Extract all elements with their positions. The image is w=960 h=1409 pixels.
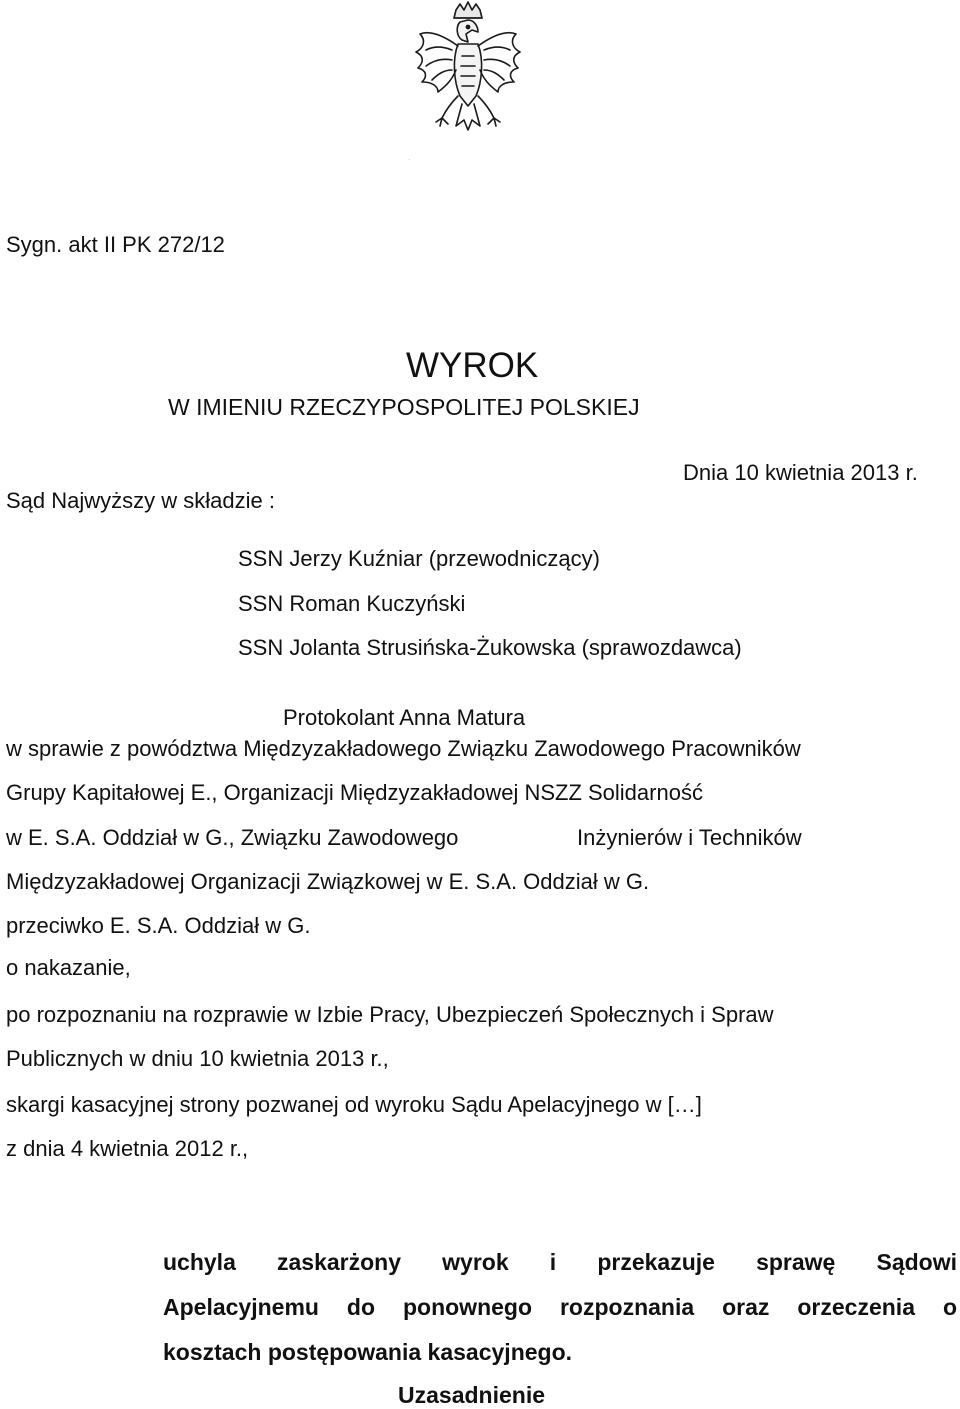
svg-text:.: . xyxy=(408,153,411,163)
judge-presiding: SSN Jerzy Kuźniar (przewodniczący) xyxy=(238,546,600,571)
case-line-3a: w E. S.A. Oddział w G., Związku Zawodowego xyxy=(6,825,459,850)
case-signature: Sygn. akt II PK 272/12 xyxy=(6,232,225,257)
case-line-2: Grupy Kapitałowej E., Organizacji Międzyzakładowej NSZZ Solidarność xyxy=(6,780,703,805)
judgment-date: Dnia 10 kwietnia 2013 r. xyxy=(683,460,918,485)
judge-rapporteur: SSN Jolanta Strusińska-Żukowska (sprawozdawca) xyxy=(238,635,742,660)
court-composition-label: Sąd Najwyższy w składzie : xyxy=(6,488,275,513)
case-line-8: Publicznych w dniu 10 kwietnia 2013 r., xyxy=(6,1046,389,1071)
case-line-subject: o nakazanie, xyxy=(6,955,131,980)
polish-eagle-emblem-icon xyxy=(408,0,534,168)
case-line-4: Międzyzakładowej Organizacji Związkowej w E. S.A. Oddział w G. xyxy=(6,869,650,894)
ruling-line-3: kosztach postępowania kasacyjnego. xyxy=(163,1339,573,1365)
document-subtitle: W IMIENIU RZECZYPOSPOLITEJ POLSKIEJ xyxy=(168,394,640,420)
ruling-line-2: Apelacyjnemu do ponownego rozpoznania oraz orzeczenia o xyxy=(163,1294,957,1320)
judge-member: SSN Roman Kuczyński xyxy=(238,591,466,616)
document-title: WYROK xyxy=(406,346,539,385)
case-line-3b: Inżynierów i Techników xyxy=(577,825,802,850)
case-line-defendant: przeciwko E. S.A. Oddział w G. xyxy=(6,913,311,938)
case-line-7: po rozpoznaniu na rozprawie w Izbie Pracy, Ubezpieczeń Społecznych i Spraw xyxy=(6,1002,774,1027)
case-line-10: z dnia 4 kwietnia 2012 r., xyxy=(6,1136,249,1161)
case-line-9: skargi kasacyjnej strony pozwanej od wyroku Sądu Apelacyjnego w […] xyxy=(6,1092,702,1117)
court-clerk: Protokolant Anna Matura xyxy=(283,705,526,730)
justification-heading: Uzasadnienie xyxy=(398,1382,545,1408)
case-line-1: w sprawie z powództwa Międzyzakładowego Związku Zawodowego Pracowników xyxy=(6,736,801,761)
ruling-line-1: uchyla zaskarżony wyrok i przekazuje sprawę Sądowi xyxy=(163,1249,957,1275)
